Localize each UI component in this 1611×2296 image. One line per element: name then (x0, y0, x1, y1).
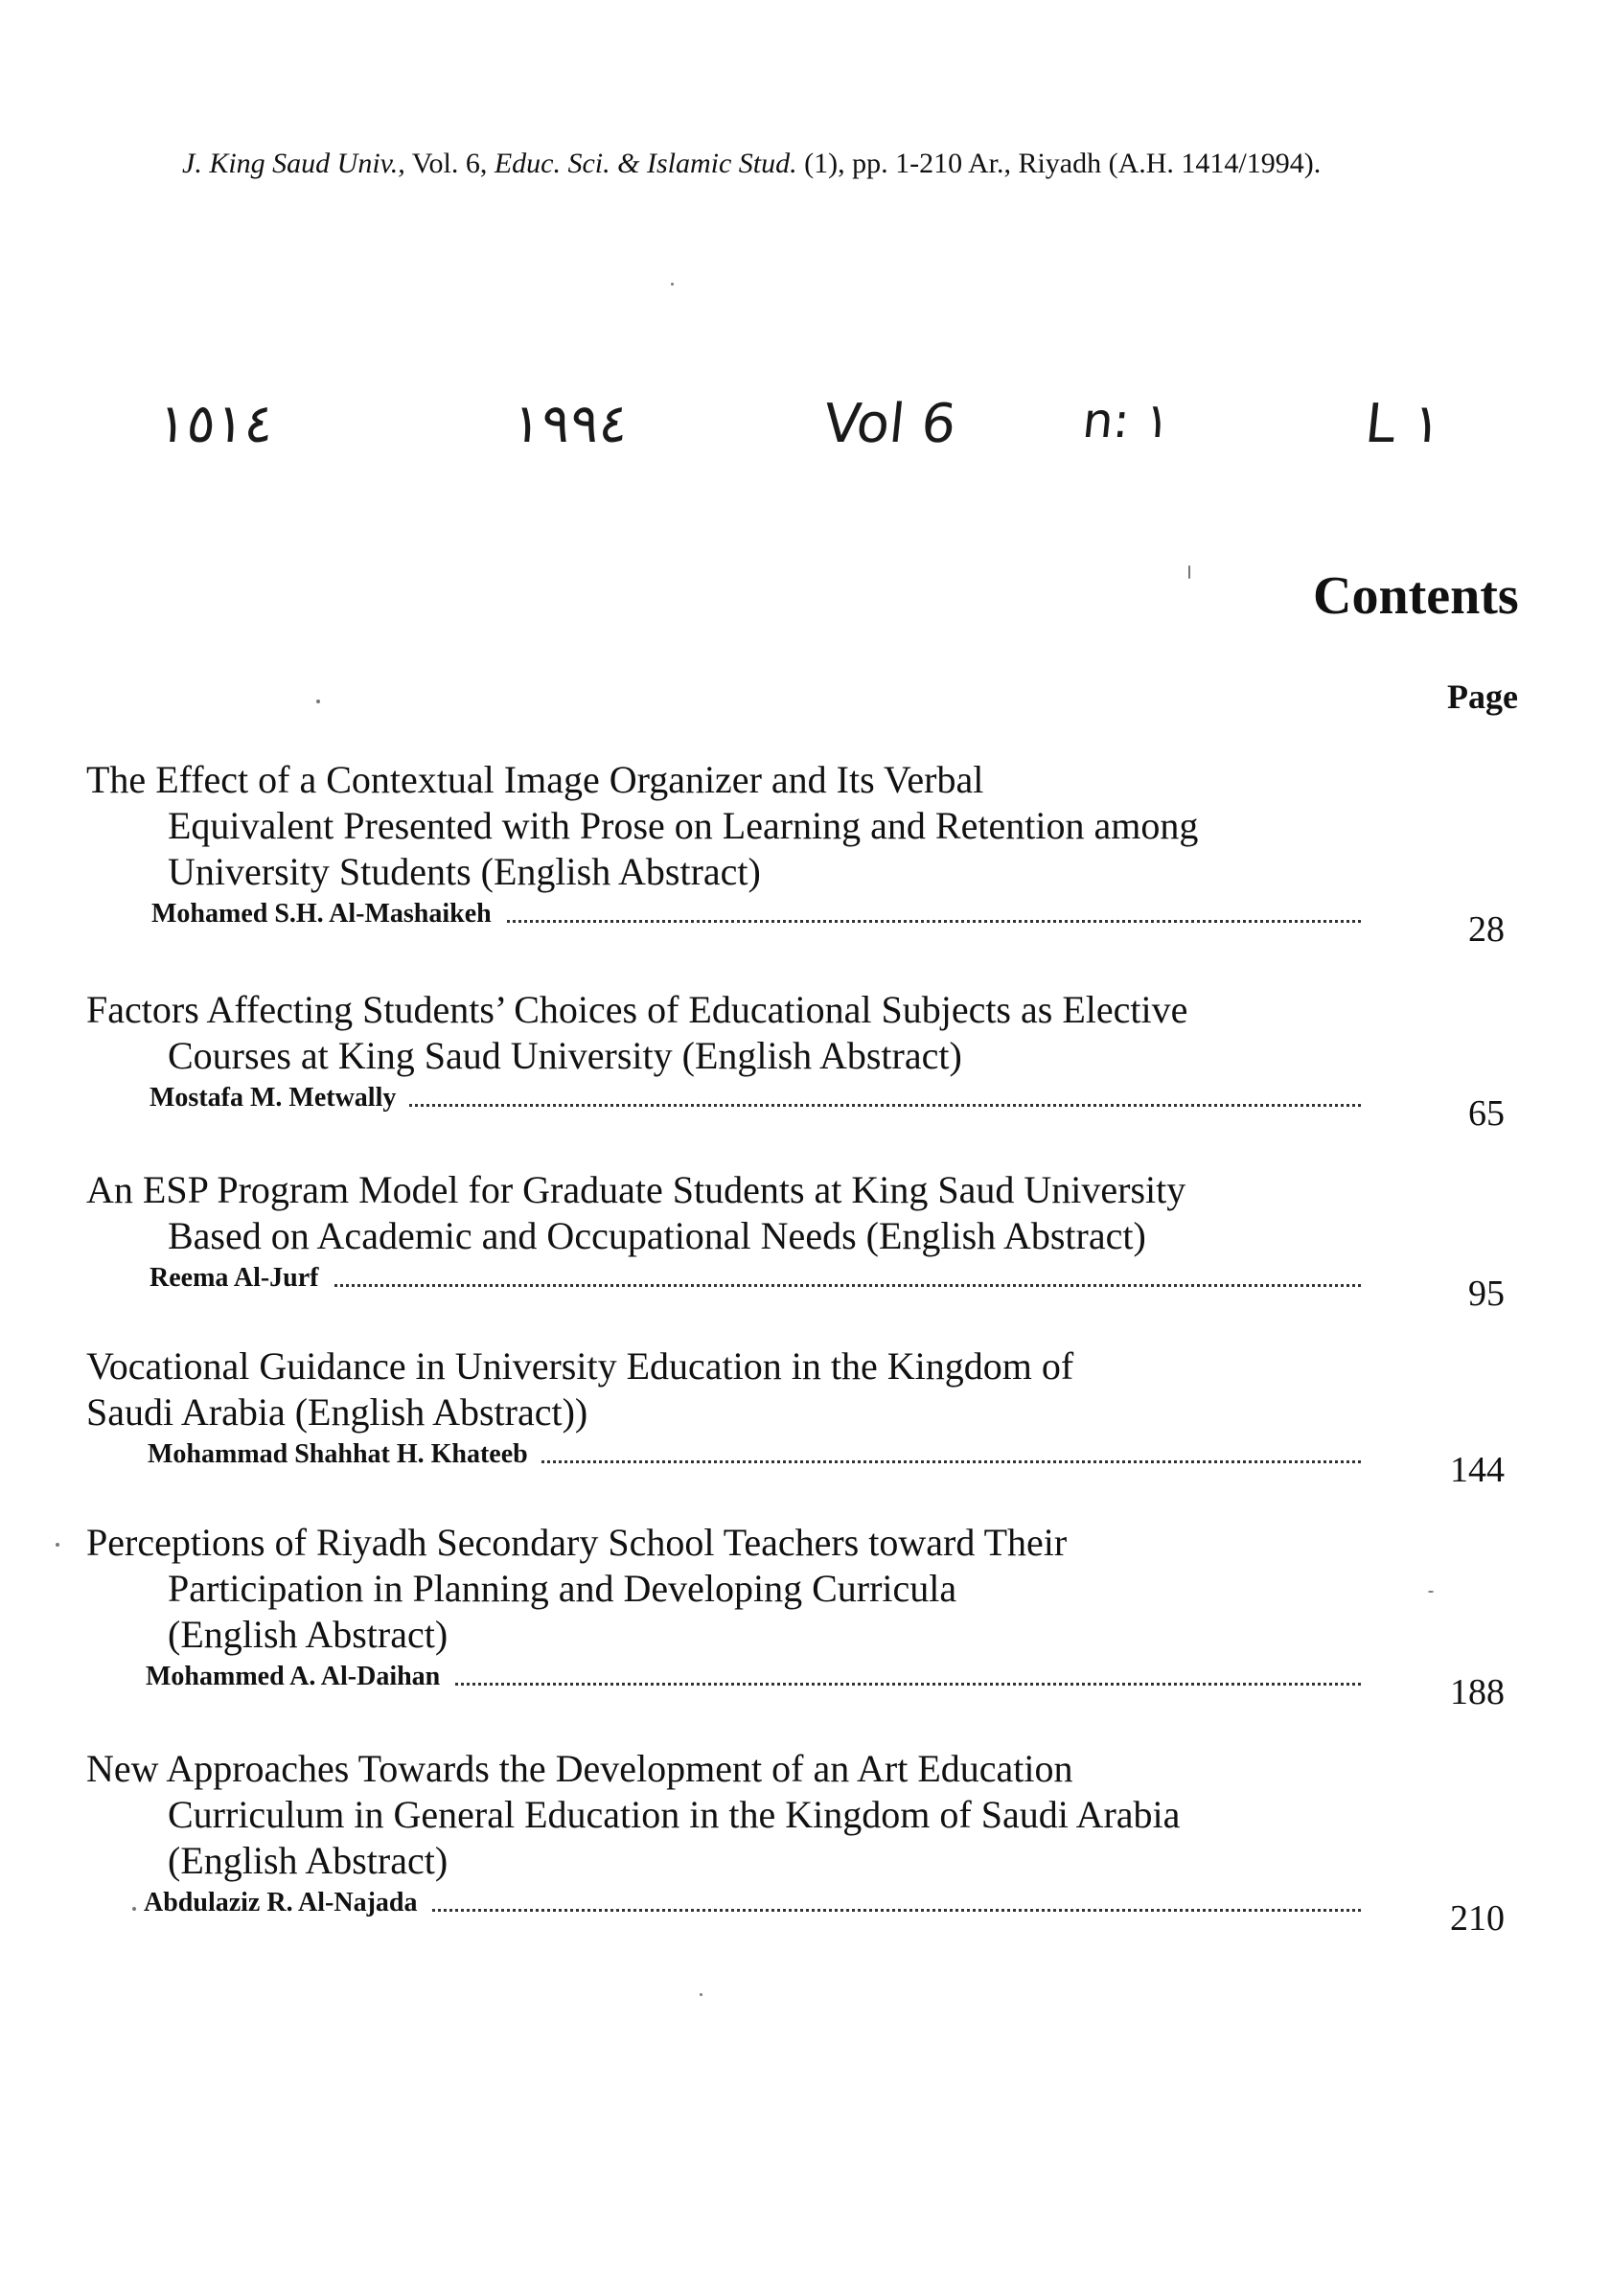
entry-title-line: University Students (English Abstract) (168, 850, 761, 893)
entry-title-line: New Approaches Towards the Development of an Art Education (86, 1747, 1073, 1790)
entry-author: Mohammed A. Al-Daihan (146, 1662, 453, 1692)
journal-citation (182, 148, 1321, 180)
entry-title-line: The Effect of a Contextual Image Organizer and Its Verbal (86, 758, 984, 801)
entry-author-row (86, 1263, 1505, 1314)
entry-title-line: Curriculum in General Education in the Kingdom of Saudi Arabia (168, 1793, 1181, 1836)
citation-field: Educ. Sci. & Islamic Stud. (494, 148, 797, 179)
entry-author-row (86, 1439, 1505, 1490)
entry-page-number: 95 (1468, 1274, 1505, 1314)
handwritten-note: Vol 6 (820, 393, 959, 455)
scan-speck (132, 1907, 136, 1911)
entry-page-number: 28 (1468, 909, 1505, 950)
entry-title-line: Saudi Arabia (English Abstract)) (86, 1390, 588, 1434)
scan-speck (56, 1543, 59, 1547)
entry-title-line: Participation in Planning and Developing Curricula (168, 1567, 957, 1610)
entry-title-line: Based on Academic and Occupational Needs (English Abstract) (168, 1214, 1146, 1257)
entry-author-row (86, 1083, 1505, 1134)
toc-entry (86, 1167, 1505, 1314)
entry-title-line: Vocational Guidance in University Education in the Kingdom of (86, 1344, 1074, 1388)
scan-speck (671, 283, 674, 286)
entry-title-line: Factors Affecting Students’ Choices of Educational Subjects as Elective (86, 988, 1188, 1031)
entry-title-line: Perceptions of Riyadh Secondary School Teachers toward Their (86, 1521, 1068, 1564)
citation-rest: (1), pp. 1-210 Ar., Riyadh (A.H. 1414/1994). (796, 148, 1322, 179)
entry-author: Mohammad Shahhat H. Khateeb (148, 1439, 541, 1470)
entry-page-number: 65 (1468, 1093, 1505, 1134)
entry-title-line: An ESP Program Model for Graduate Students at King Saud University (86, 1168, 1186, 1211)
entry-author: Mohamed S.H. Al-Mashaikeh (151, 899, 505, 930)
entry-author-row (86, 1662, 1505, 1712)
entry-page-number: 188 (1450, 1672, 1505, 1712)
page-title: Contents (1313, 566, 1519, 626)
page-column-label: Page (1447, 677, 1518, 716)
dot-leader (151, 1284, 1361, 1287)
citation-volume: Vol. 6, (404, 148, 495, 179)
entry-author-row (86, 1888, 1505, 1939)
entry-page-number: 144 (1450, 1450, 1505, 1490)
entry-author: Abdulaziz R. Al-Najada (144, 1888, 430, 1918)
handwritten-note: n: ١ (1079, 393, 1174, 448)
handwritten-note: ١٩٩٤ (509, 393, 632, 455)
entry-author: Reema Al-Jurf (150, 1263, 333, 1294)
toc-entry (86, 1746, 1505, 1939)
entry-page-number: 210 (1450, 1898, 1505, 1939)
entry-title-line: (English Abstract) (168, 1613, 449, 1656)
toc-entry (86, 1520, 1505, 1712)
toc-entry (86, 757, 1505, 950)
handwritten-note: L ١ (1362, 393, 1445, 455)
entry-author-row (86, 899, 1505, 950)
scan-speck (1188, 565, 1190, 579)
toc-entry (86, 1343, 1505, 1490)
entry-title-line: Courses at King Saud University (English Abstract) (168, 1034, 962, 1077)
scan-speck (700, 1993, 702, 1996)
scan-speck (1428, 1591, 1434, 1593)
citation-journal: J. King Saud Univ., (182, 148, 405, 179)
entry-title-line: Equivalent Presented with Prose on Learning and Retention among (168, 804, 1199, 847)
entry-author: Mostafa M. Metwally (150, 1083, 409, 1114)
entry-title-line: (English Abstract) (168, 1839, 449, 1882)
scan-speck (316, 700, 320, 703)
handwritten-note: ١٥١٤ (154, 393, 277, 455)
toc-entry (86, 987, 1505, 1134)
